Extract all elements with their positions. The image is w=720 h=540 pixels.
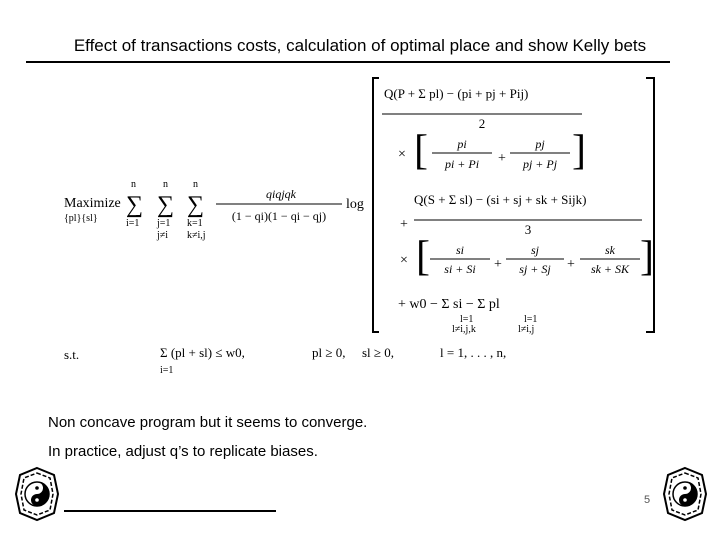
show-b1-num: si xyxy=(455,243,465,257)
show-times: × xyxy=(400,253,408,268)
log-label: log xyxy=(346,197,364,212)
note-nonconcave: Non concave program but it seems to converge. xyxy=(48,414,368,431)
show-plus-2: + xyxy=(567,257,575,272)
sum-i-lower: i=1 xyxy=(126,218,140,229)
title-underline xyxy=(26,61,670,63)
place-plus: + xyxy=(498,151,506,166)
show-numerator: Q(S + Σ sl) − (si + sj + sk + Sijk) xyxy=(414,192,587,207)
constraint-budget-lower: i=1 xyxy=(160,365,174,376)
place-b1-den: pi + Pi xyxy=(444,157,480,171)
bracket-right xyxy=(646,78,654,332)
slide-title: Effect of transactions costs, calculation of optimal place and show Kelly bets xyxy=(73,36,647,55)
sum-i-sigma: ∑ xyxy=(126,192,144,218)
kelly-optimization-formula xyxy=(0,70,720,390)
wealth-s-lower: l=1 xyxy=(460,314,474,325)
show-b3-den: sk + SK xyxy=(590,262,630,276)
constraint-budget: Σ (pl + sl) ≤ w0, xyxy=(160,345,245,360)
place-numerator: Q(P + Σ pl) − (pi + pj + Pij) xyxy=(384,86,529,101)
sum-j-sigma: ∑ xyxy=(157,192,175,218)
show-b1-den: si + Si xyxy=(444,262,476,276)
show-b2-den: sj + Sj xyxy=(519,262,551,276)
note-adjust-q: In practice, adjust q’s to replicate biases. xyxy=(48,443,318,460)
show-bracket-open: [ xyxy=(416,234,430,280)
bracket-left xyxy=(373,78,379,332)
constraint-show-nonneg: sl ≥ 0, xyxy=(362,345,395,360)
subject-to-label: s.t. xyxy=(64,347,80,362)
show-plus: + xyxy=(400,217,408,232)
wealth-term: + w0 − Σ si − Σ pl xyxy=(398,297,500,312)
kelly-denominator: (1 − qi)(1 − qi − qj) xyxy=(231,209,327,223)
footer-rule xyxy=(64,510,276,512)
wealth-p-lower: l=1 xyxy=(524,314,538,325)
sum-k-sigma: ∑ xyxy=(187,192,205,218)
place-bracket-close: ] xyxy=(572,128,586,174)
sum-j-lower: j=1 xyxy=(157,218,171,229)
wealth-s-condition: l≠i,j,k xyxy=(452,324,476,335)
yin-yang-bagua-logo-left xyxy=(14,466,60,522)
page-number: 5 xyxy=(644,494,651,506)
place-b2-num: pj xyxy=(535,137,545,151)
yin-yang-bagua-logo-right xyxy=(662,466,708,522)
maximize-label: Maximize xyxy=(64,196,121,211)
show-bracket-close: ] xyxy=(640,234,654,280)
place-times: × xyxy=(398,147,406,162)
sum-k-upper: n xyxy=(193,179,198,190)
show-b2-num: sj xyxy=(530,243,540,257)
sum-j-upper: n xyxy=(163,179,168,190)
sum-k-lower: k=1 xyxy=(187,218,203,229)
place-bracket-open: [ xyxy=(414,128,428,174)
sum-k-condition: k≠i,j xyxy=(187,230,206,241)
place-b2-den: pj + Pj xyxy=(522,157,558,171)
place-b1-num: pi xyxy=(457,137,467,151)
show-denominator: 3 xyxy=(524,222,532,237)
place-denominator: 2 xyxy=(478,116,486,131)
show-b3-num: sk xyxy=(605,243,615,257)
kelly-numerator: qiqjqk xyxy=(266,187,296,201)
maximize-variables: {pl}{sl} xyxy=(64,213,98,224)
constraint-index-range: l = 1, . . . , n, xyxy=(440,345,507,360)
constraint-place-nonneg: pl ≥ 0, xyxy=(312,345,346,360)
sum-j-condition: j≠i xyxy=(157,230,169,241)
show-plus-1: + xyxy=(494,257,502,272)
sum-i-upper: n xyxy=(131,179,136,190)
wealth-p-condition: l≠i,j xyxy=(518,324,535,335)
